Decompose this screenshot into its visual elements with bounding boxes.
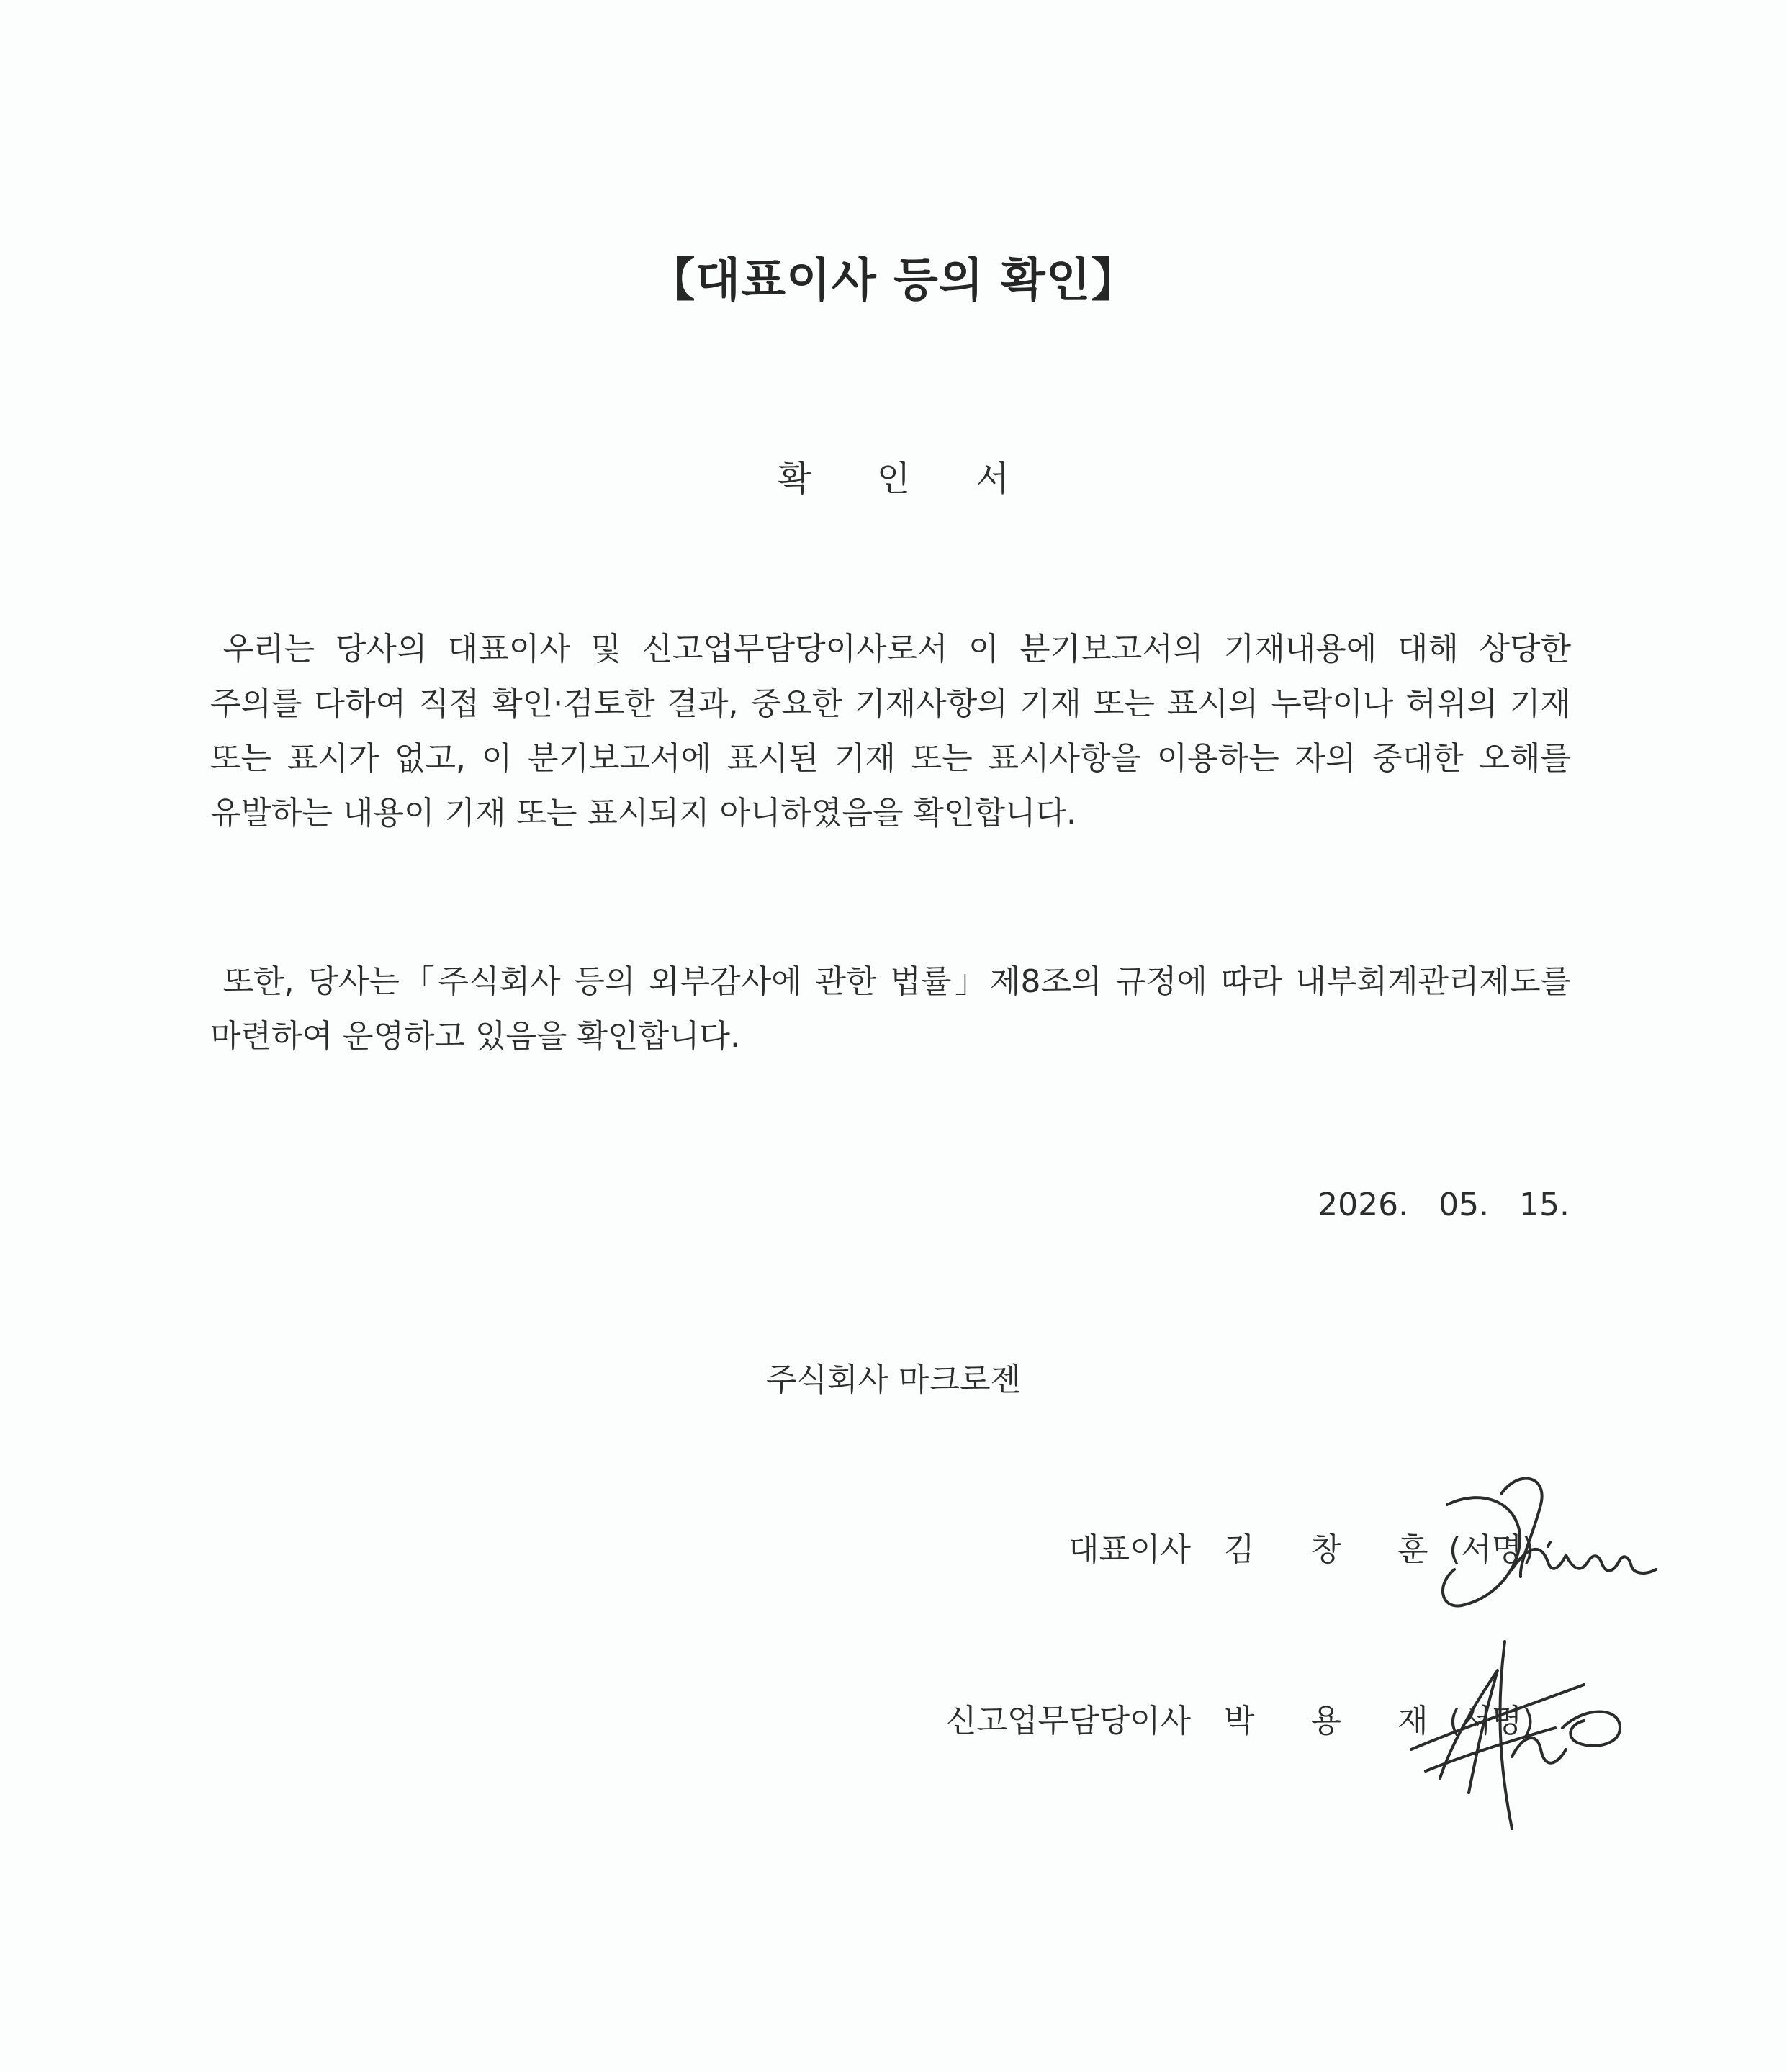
document-subtitle: 확 인 서 xyxy=(778,459,1037,499)
document-date: 2026. 05. 15. xyxy=(1318,1186,1570,1223)
signature-label-ceo: (서명) xyxy=(1449,1531,1535,1568)
signatory-title-disclosure-director: 신고업무담당이사 xyxy=(945,1703,1191,1739)
confirmation-paragraph-2: 또한, 당사는「주식회사 등의 외부감사에 관한 법률」제8조의 규정에 따라 내부회계관리제도를 마련하여 운영하고 있음을 확인합니다. xyxy=(210,963,1571,1055)
signatory-name-disclosure-director: 박 용 재 xyxy=(1224,1703,1451,1739)
signatory-name-ceo: 김 창 훈 xyxy=(1224,1531,1451,1568)
document-heading: 【대표이사 등의 확인】 xyxy=(649,254,1138,307)
confirmation-paragraph-1: 우리는 당사의 대표이사 및 신고업무담당이사로서 이 분기보고서의 기재내용에 대해 상당한 주의를 다하여 직접 확인·검토한 결과, 중요한 기재사항의 기재 또는 표시의 누락이나 허위의 기재 또는 표시가 없고, 이 분기보고서에 표시된 기재 또는 표시사항을 이용하는 자의 중대한 오해를 유발하는 내용이 기재 또는 표시되지 아니하였음을 확인합니다. xyxy=(210,631,1571,832)
company-name: 주식회사 마크로젠 xyxy=(765,1361,1022,1398)
signatory-title-ceo: 대표이사 xyxy=(1068,1531,1191,1568)
handwritten-signature-ceo xyxy=(1433,1461,1692,1627)
signature-label-disclosure-director: (서명) xyxy=(1449,1703,1535,1739)
handwritten-signature-disclosure-director xyxy=(1404,1627,1634,1843)
